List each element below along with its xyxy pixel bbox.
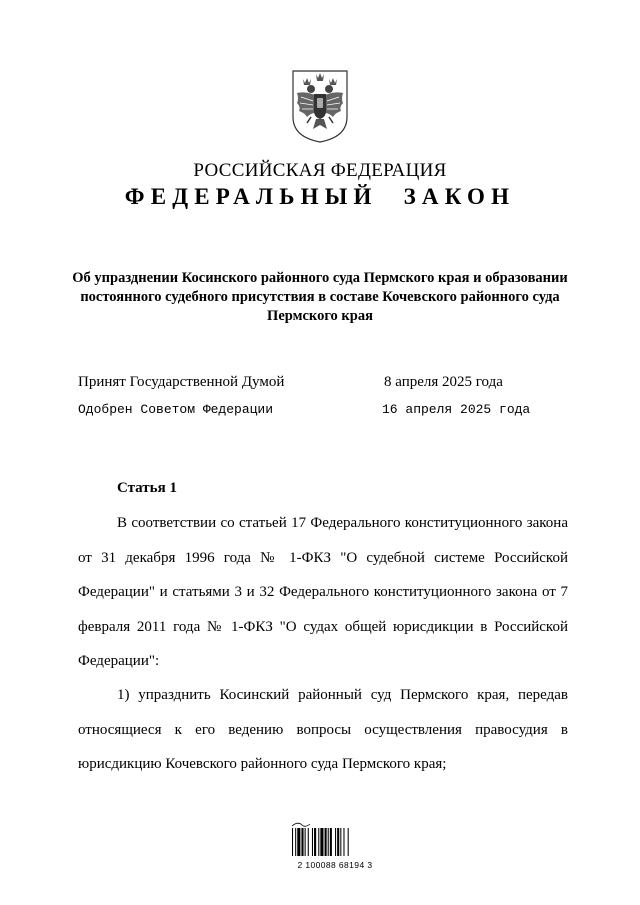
article-heading: Статья 1 [117,480,177,496]
article-paragraph: В соответствии со статьей 17 Федерального конституционного закона от 31 декабря 1996 года № 1-ФКЗ "О судебной системе Российской Федерации" и статьями 3 и 32 Федерального конституционного закона от 7 февраля 2011 года № 1-ФКЗ "О судах общей юрисдикции в Российской Федерации": [78,515,568,669]
duma-date: 8 апреля 2025 года [384,374,503,390]
coat-of-arms-icon [289,67,351,144]
duma-label: Принят Государственной Думой [78,374,285,390]
council-label: Одобрен Советом Федерации [78,402,274,417]
country-name: РОССИЙСКАЯ ФЕДЕРАЦИЯ [193,160,447,181]
barcode [290,822,380,874]
council-date: 16 апреля 2025 года [382,402,531,417]
barcode-icon [290,822,380,858]
document-type: ФЕДЕРАЛЬНЫЙ ЗАКОН [124,184,516,209]
law-title: Об упразднении Косинского районного суда Пермского края и образовании постоянного судебного присутствия в составе Кочевского районного суда Пермского края [72,270,568,324]
barcode-number: 2 100088 68194 3 [297,860,373,870]
article-paragraph: 1) упразднить Косинский районный суд Пермского края, передав относящиеся к его ведению вопросы осуществления правосудия в юрисдикцию Кочевского районного суда Пермского края; [78,687,568,772]
